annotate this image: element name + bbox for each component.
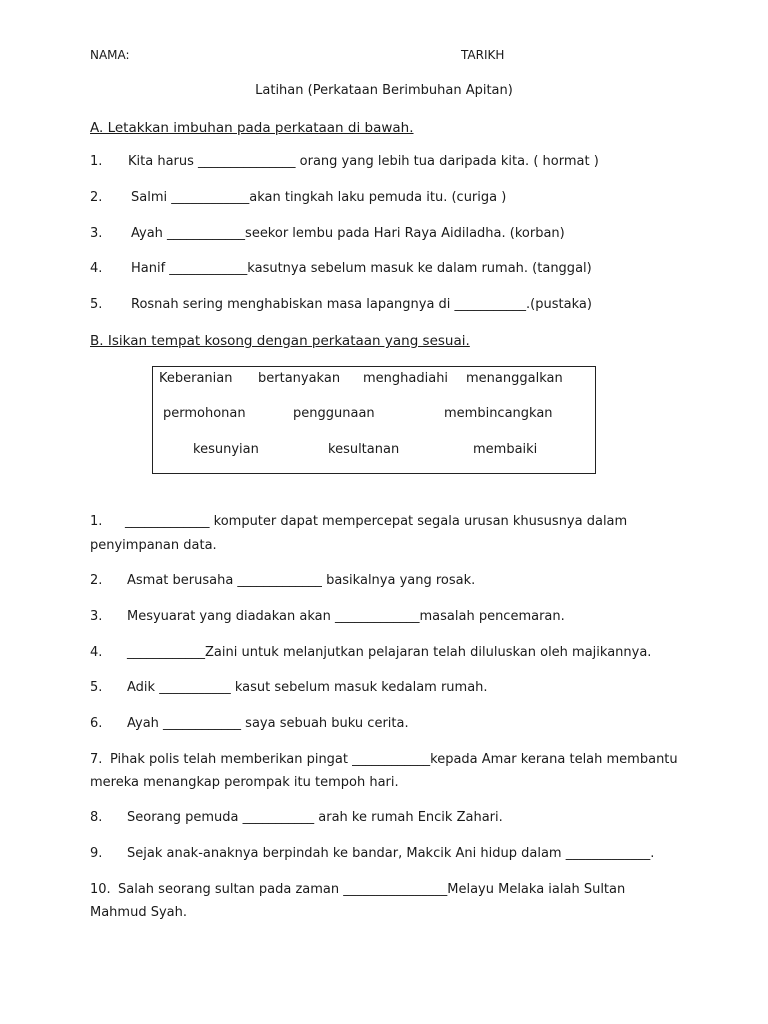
question-a4-text: Hanif ____________kasutnya sebelum masuk ke dalam rumah. (tanggal) [131,261,592,276]
question-a5-text: Rosnah sering menghabiskan masa lapangnya di ___________.(pustaka) [131,297,592,312]
question-b2-number: 2. [90,573,103,588]
word-bertanyakan: bertanyakan [258,371,341,386]
worksheet-title: Latihan (Perkataan Berimbuhan Apitan) [255,83,513,98]
question-a4-number: 4. [90,261,103,276]
word-penggunaan: penggunaan [293,406,375,421]
question-a5-number: 5. [90,297,103,312]
word-permohonan: permohonan [163,406,246,421]
question-b1-continuation: penyimpanan data. [90,538,217,553]
question-b2-text: Asmat berusaha _____________ basikalnya yang rosak. [127,573,476,588]
word-kesultanan: kesultanan [328,442,400,457]
nama-label: NAMA: [90,48,130,62]
word-membincangkan: membincangkan [444,406,553,421]
question-b9-text: Sejak anak-anaknya berpindah ke bandar, Makcik Ani hidup dalam _____________. [127,846,655,861]
question-b6-text: Ayah ____________ saya sebuah buku cerita. [127,716,409,731]
question-b3-number: 3. [90,609,103,624]
question-b8-text: Seorang pemuda ___________ arah ke rumah Encik Zahari. [127,810,503,825]
question-b7-number: 7. [90,752,103,767]
question-b10-continuation: Mahmud Syah. [90,905,187,920]
question-b4-number: 4. [90,645,103,660]
word-kesunyian: kesunyian [193,442,259,457]
question-a2-number: 2. [90,190,103,205]
question-b10-text: Salah seorang sultan pada zaman ________________Melayu Melaka ialah Sultan [118,882,626,897]
word-keberanian: Keberanian [159,371,233,386]
question-b5-text: Adik ___________ kasut sebelum masuk kedalam rumah. [127,680,488,695]
question-a3-number: 3. [90,226,103,241]
word-menanggalkan: menanggalkan [466,371,563,386]
question-b8-number: 8. [90,810,103,825]
question-b1-number: 1. [90,514,103,529]
question-b10-number: 10. [90,882,111,897]
question-a2-text: Salmi ____________akan tingkah laku pemuda itu. (curiga ) [131,190,507,205]
question-b7-text: Pihak polis telah memberikan pingat ____________kepada Amar kerana telah membantu [110,752,678,767]
question-b9-number: 9. [90,846,103,861]
word-menghadiahi: menghadiahi [363,371,449,386]
question-a1-text: Kita harus _______________ orang yang lebih tua daripada kita. ( hormat ) [128,154,599,169]
question-b3-text: Mesyuarat yang diadakan akan _____________masalah pencemaran. [127,609,565,624]
tarikh-label: TARIKH [461,48,505,62]
question-b4-text: ____________Zaini untuk melanjutkan pelajaran telah diluluskan oleh majikannya. [127,645,652,660]
question-b7-continuation: mereka menangkap perompak itu tempoh hari. [90,775,399,790]
question-a3-text: Ayah ____________seekor lembu pada Hari Raya Aidiladha. (korban) [131,226,565,241]
section-b-heading: B. Isikan tempat kosong dengan perkataan yang sesuai. [90,333,470,349]
word-bank-box [152,366,596,474]
question-a1-number: 1. [90,154,103,169]
question-b1-text: _____________ komputer dapat mempercepat segala urusan khususnya dalam [125,514,628,529]
word-membaiki: membaiki [473,442,538,457]
question-b6-number: 6. [90,716,103,731]
question-b5-number: 5. [90,680,103,695]
section-a-heading: A. Letakkan imbuhan pada perkataan di bawah. [90,120,414,136]
